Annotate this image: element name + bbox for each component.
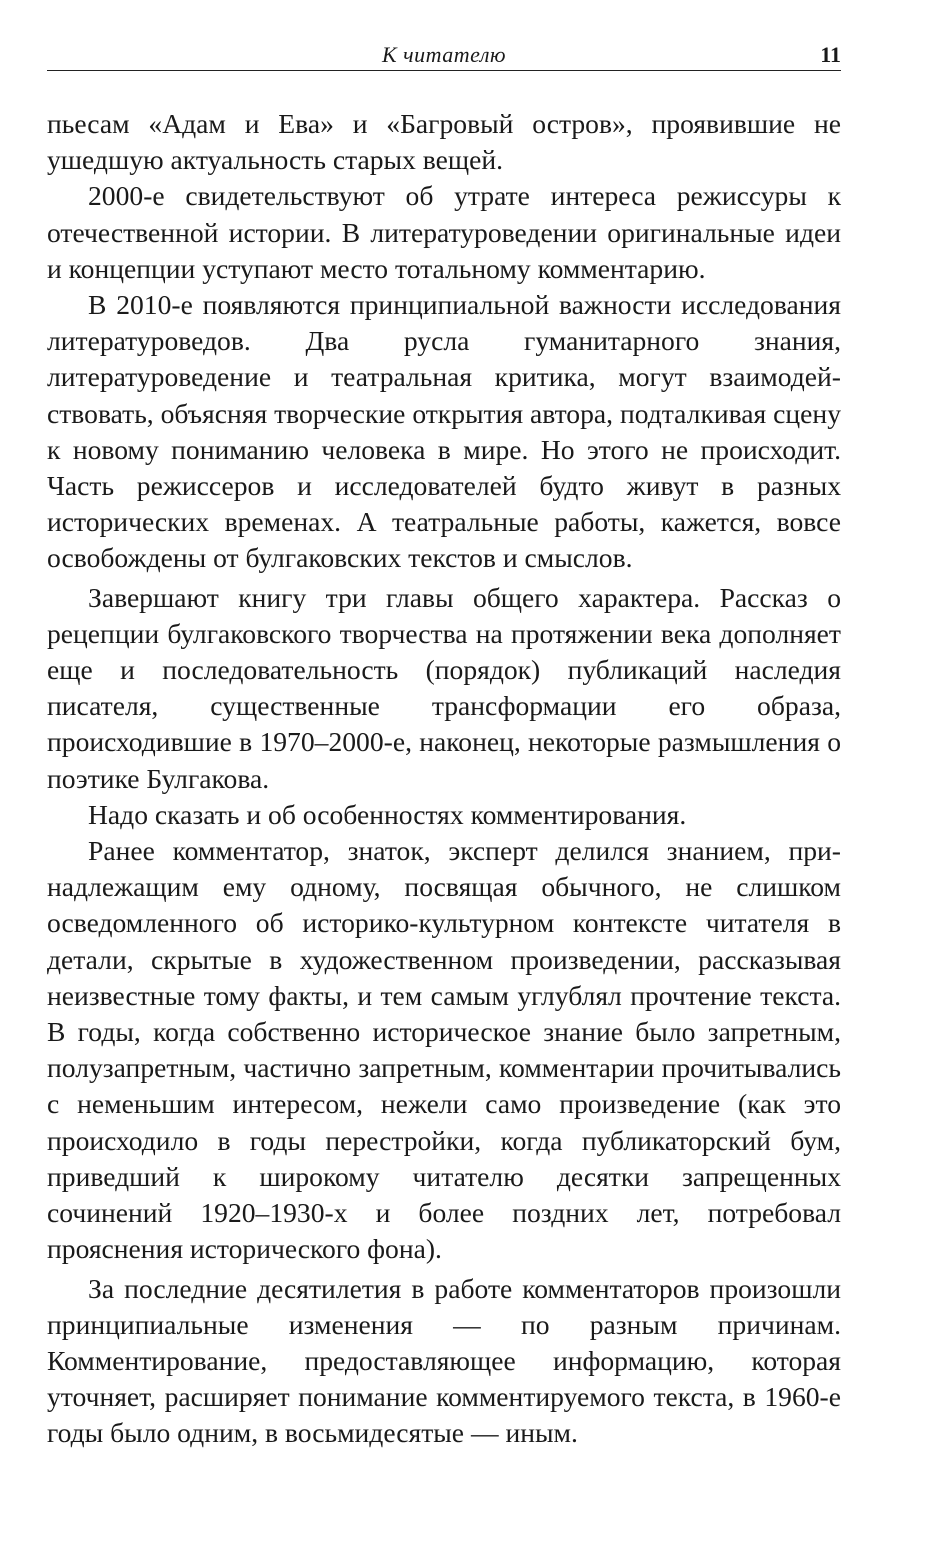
page-number: 11 xyxy=(820,42,841,67)
paragraph: Ранее комментатор, знаток, эксперт делился знанием, принадлежащим ему одному, посвящая обычного, не слишком осведомленного об историко-культурном контексте читателя в детали, скрытые в художественном произведении, рассказывая неизвестные тому факты, и тем самым углублял прочтение текста. В годы, когда собственно историческое знание было запретным, полузапретным, частично запретным, комментарии прочитывались с неменьшим интересом, нежели само произведение (как это происходило в годы перестройки, когда публикаторский бум, приведший к широкому читателю десятки запрещенных сочинений 1920–1930-х и более поздних лет, потребовал прояснения исторического фона). xyxy=(47,835,841,1265)
paragraph: пьесам «Адам и Ева» и «Багровый остров», проявившие не ушедшую актуальность старых вещей. xyxy=(47,108,841,176)
body-text xyxy=(47,106,841,1452)
paragraph: Завершают книгу три главы общего характера. Рассказ о рецепции булгаковского творчества на протяжении века дополняет еще и последовательность (порядок) публикаций наследия писателя, существенные трансформации его образа, происходившие в 1970–2000-е, наконец, некоторые размышления о поэтике Булгакова. xyxy=(47,581,841,794)
paragraph: Надо сказать и об особенностях комментирования. xyxy=(88,798,687,830)
running-title: К читателю xyxy=(382,42,506,67)
paragraph: В 2010-е появляются принципиальной важности исследования литературоведов. Два русла гуманитарного знания, литературоведение и театральная критика, могут взаимодействовать, объясняя творческие открытия автора, подталкивая сцену к новому пониманию человека в мире. Но этого не происходит. Часть режиссеров и исследователей будто живут в разных исторических временах. А театральные работы, кажется, вовсе освобождены от булгаковских текстов и смыслов. xyxy=(47,289,841,574)
running-head xyxy=(47,40,841,71)
paragraph: За последние десятилетия в работе комментаторов произошли принципиальные изменения — по разным причинам. Комментирование, предоставляющее информацию, которая уточняет, расширяет понимание комментируемого текста, в 1960-е годы было одним, в восьмидесятые — иным. xyxy=(47,1272,841,1449)
book-page xyxy=(47,0,841,1564)
paragraph: 2000-е свидетельствуют об утрате интереса режиссуры к отечественной истории. В литературоведении оригинальные идеи и концепции уступают место тотальному комментарию. xyxy=(47,180,841,284)
